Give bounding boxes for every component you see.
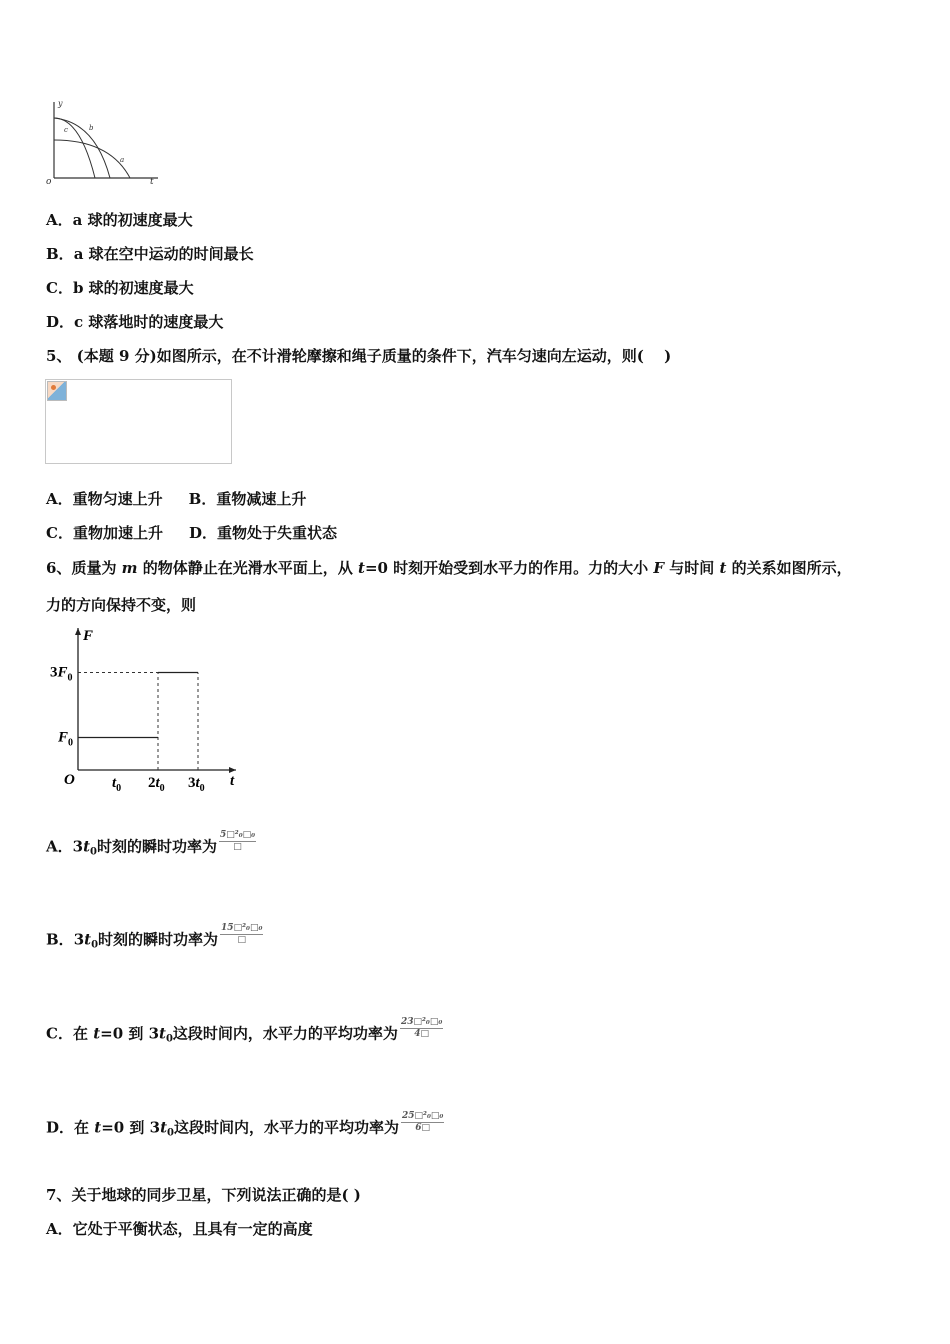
x-tick-3t0: $3t_0$ — [188, 775, 205, 794]
q5-broken-image — [45, 379, 232, 464]
q6-option-c: C．在 t=0 到 $3t_0$这段时间内，水平力的平均功率为 $\frac{\text{23□²₀□₀}}{4□}$ — [46, 1017, 443, 1045]
q4-option-c: C．b 球的初速度最大 — [46, 279, 194, 297]
fig1-axis-x: t — [150, 177, 154, 187]
q4-option-d: D．c 球落地时的速度最大 — [46, 313, 224, 331]
q6-stem-line2: 力的方向保持不变，则 — [46, 596, 197, 614]
origin-label: O — [64, 772, 75, 788]
broken-image-icon — [47, 381, 67, 401]
q6-option-a: A．$3t_0$时刻的瞬时功率为 $\frac{\text{5□²₀□₀}}{□}$ — [46, 830, 256, 858]
q4-option-b: B．a 球在空中运动的时间最长 — [46, 245, 254, 263]
y-tick-3F0: $3F_0$ — [50, 664, 73, 684]
q6-stem: 6、质量为 m 的物体静止在光滑水平面上，从 t=0 时刻开始受到水平力的作用。力的大小 F 与时间 t 的关系如图所示， — [46, 559, 852, 577]
y-axis-label: F — [83, 628, 94, 644]
fig1-axis-y: y — [58, 99, 63, 108]
q6-option-d: D．在 t=0 到 $3t_0$这段时间内，水平力的平均功率为 $\frac{\text{25□²₀□₀}}{6□}$ — [46, 1111, 444, 1139]
fig1-label-c: c — [64, 126, 68, 134]
x-axis-label: t — [230, 773, 235, 789]
q6-option-b: B．$3t_0$时刻的瞬时功率为 $\frac{\text{15□²₀□₀}}{□}$ — [46, 923, 263, 951]
fig1-label-b: b — [89, 124, 94, 132]
q5-stem: 5、 (本题 9 分)如图所示，在不计滑轮摩擦和绳子质量的条件下，汽车匀速向左运动，则( ) — [46, 347, 672, 365]
y-tick-F0: $F_0$ — [58, 729, 74, 749]
q7-stem: 7、关于地球的同步卫星，下列说法正确的是( ) — [46, 1186, 361, 1204]
fig1-label-a: a — [120, 156, 125, 164]
q7-option-a: A．它处于平衡状态，且具有一定的高度 — [46, 1220, 313, 1238]
force-time-chart — [40, 622, 260, 802]
x-tick-2t0: $2t_0$ — [148, 775, 165, 794]
q5-options-cd: C．重物加速上升 D．重物处于失重状态 — [46, 524, 337, 542]
fig1-origin: o — [46, 177, 52, 187]
fraction: $\frac{\text{15□²₀□₀}}{□}$ — [221, 923, 263, 945]
fraction: $\frac{\text{5□²₀□₀}}{□}$ — [220, 830, 256, 852]
fraction: $\frac{\text{25□²₀□₀}}{6□}$ — [402, 1111, 444, 1133]
fraction: $\frac{\text{23□²₀□₀}}{4□}$ — [400, 1017, 443, 1039]
x-tick-t0: $t_0$ — [112, 775, 122, 794]
q5-options-ab: A．重物匀速上升 B．重物减速上升 — [46, 490, 307, 508]
q4-option-a: A．a 球的初速度最大 — [46, 211, 193, 229]
y-axis-arrow — [75, 628, 81, 635]
projectile-figure — [40, 98, 165, 188]
